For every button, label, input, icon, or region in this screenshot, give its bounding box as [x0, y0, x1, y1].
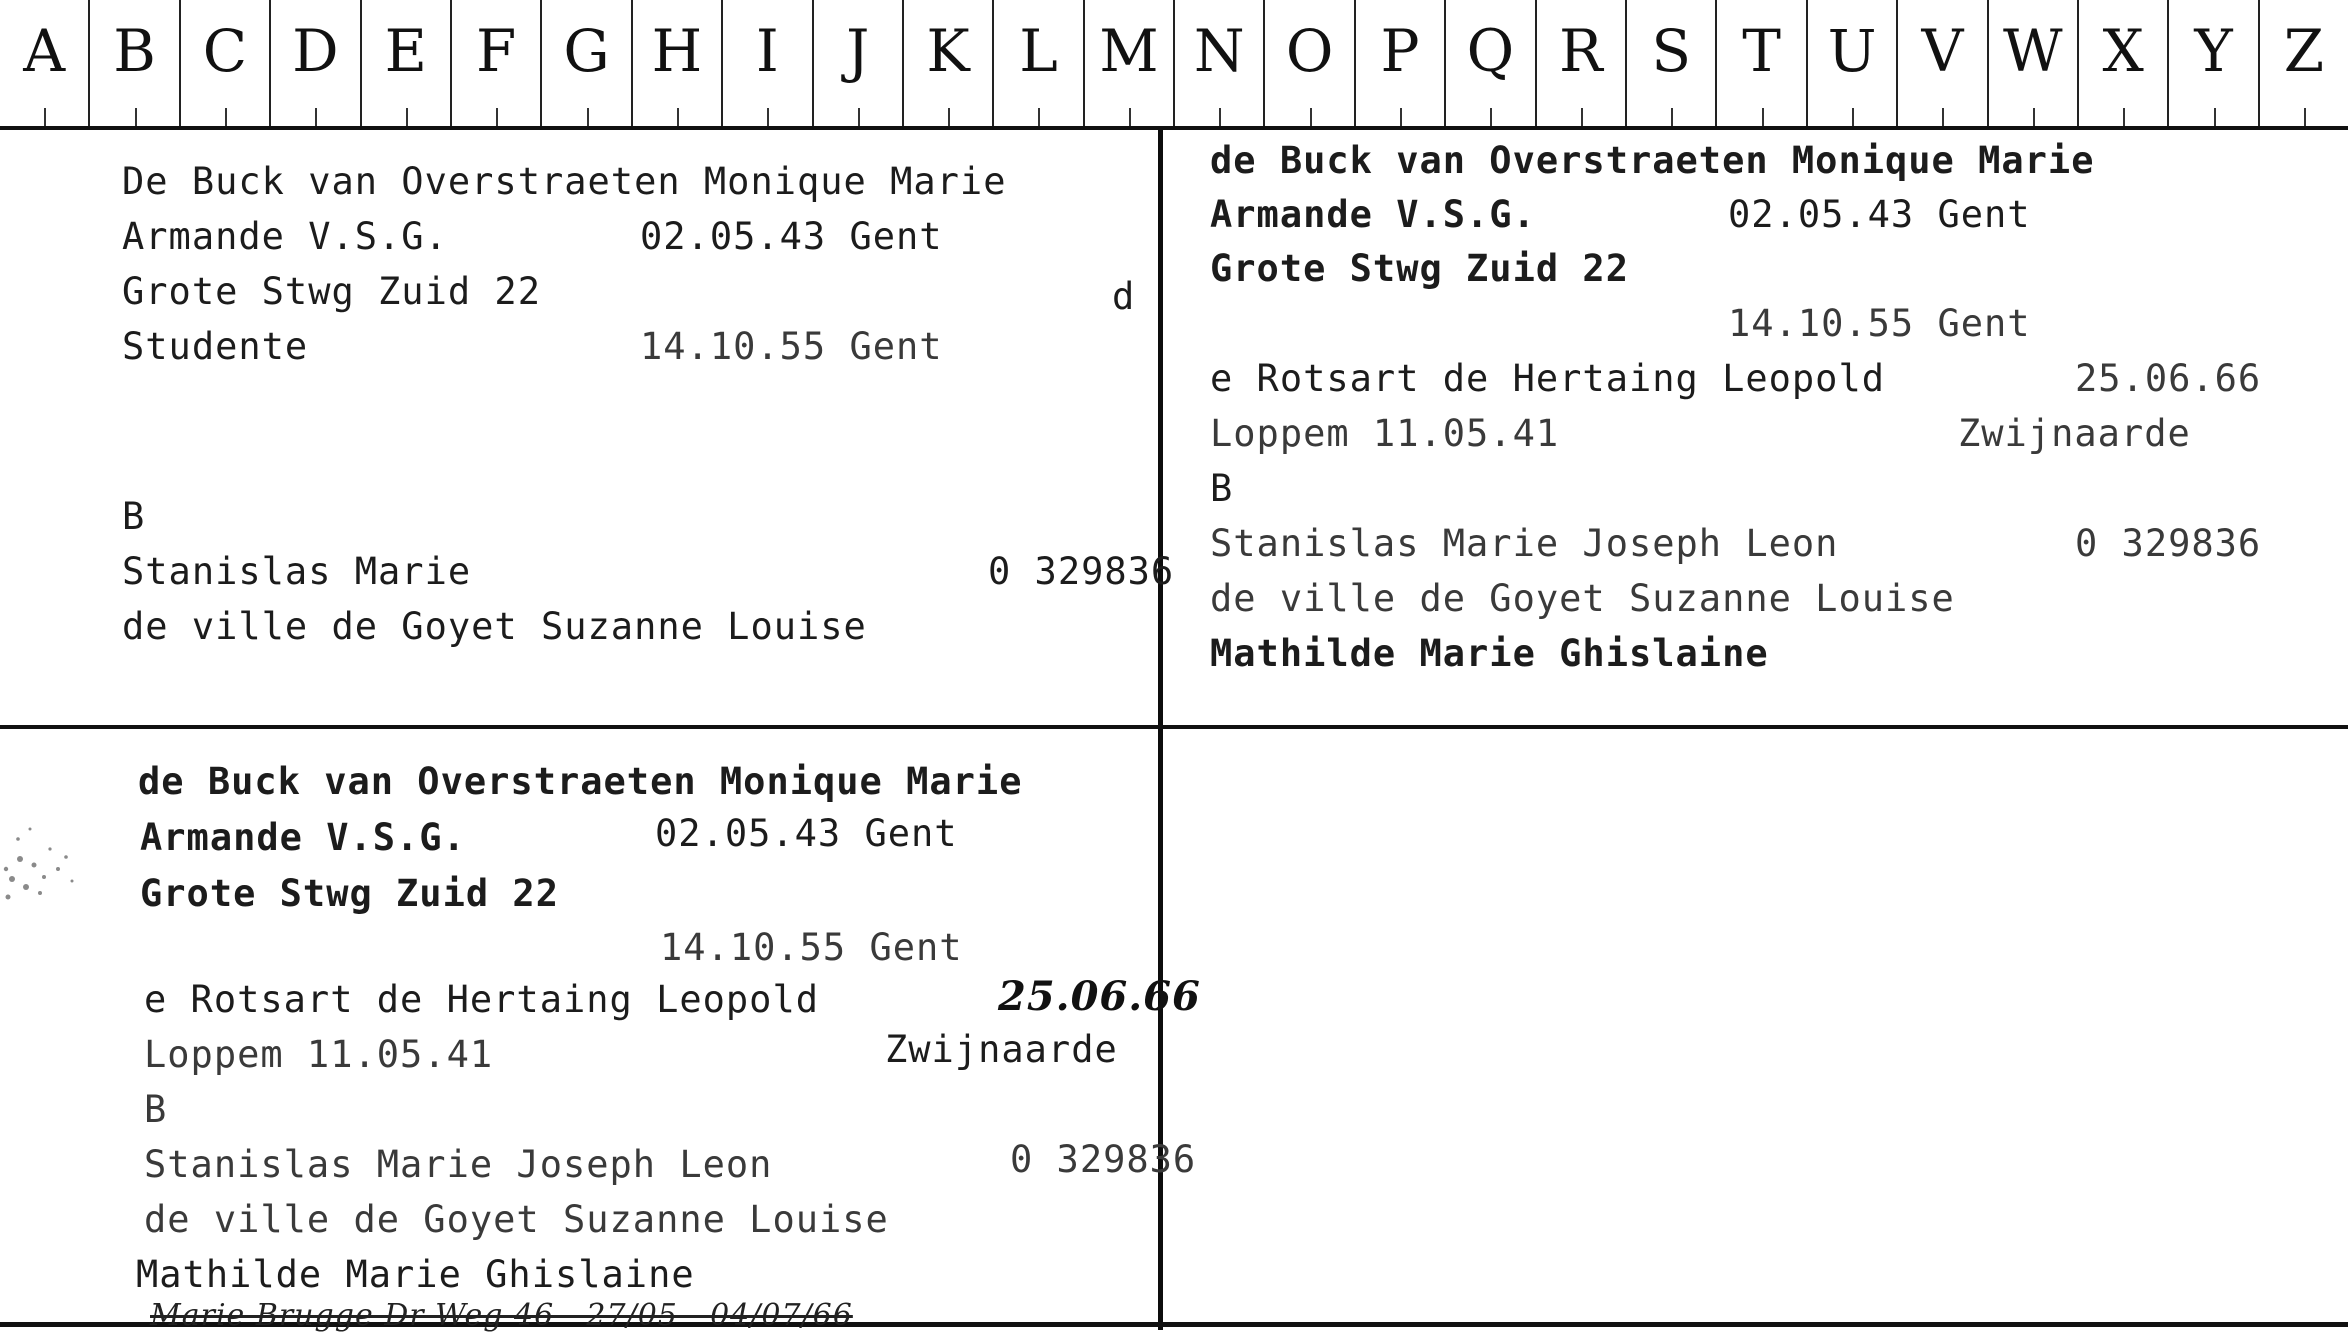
index-letter-z: Z [2260, 0, 2348, 126]
index-letter-i: I [723, 0, 813, 126]
index-tick [135, 108, 137, 126]
birth-info: 02.05.43 Gent [640, 215, 943, 258]
registration-date: 14.10.55 Gent [1728, 302, 2031, 345]
index-letter-w: W [1989, 0, 2079, 126]
section-letter: B [144, 1088, 168, 1131]
index-tick [1671, 108, 1673, 126]
mother-name: de ville de Goyet Suzanne Louise [1210, 577, 1955, 620]
index-tick [225, 108, 227, 126]
index-tick [587, 108, 589, 126]
stamp-smudge [0, 769, 110, 929]
mother-name: de ville de Goyet Suzanne Louise [144, 1198, 889, 1241]
index-letter-m: M [1085, 0, 1175, 126]
index-tick [1490, 108, 1492, 126]
father-name: Stanislas Marie Joseph Leon [144, 1143, 773, 1186]
occupation: Studente [122, 325, 309, 368]
given-names: Armande V.S.G. [1210, 193, 1536, 236]
card-top-right [1163, 130, 2348, 725]
index-tick [406, 108, 408, 126]
index-letter-g: G [542, 0, 632, 126]
record-number: 0 329836 [2075, 522, 2262, 565]
marriage-place: Zwijnaarde [885, 1028, 1118, 1071]
index-tick [1038, 108, 1040, 126]
index-letter-l: L [994, 0, 1084, 126]
record-number: 0 329836 [988, 550, 1175, 593]
index-letter-q: Q [1446, 0, 1536, 126]
index-letter-x: X [2079, 0, 2169, 126]
spouse-birth: Loppem 11.05.41 [1210, 412, 1560, 455]
name-line: de Buck van Overstraeten Monique Marie [1210, 139, 2095, 182]
marriage-date: 25.06.66 [2075, 357, 2262, 400]
index-tick [315, 108, 317, 126]
father-name: Stanislas Marie Joseph Leon [1210, 522, 1839, 565]
index-letter-d: D [271, 0, 361, 126]
index-letter-a: A [0, 0, 90, 126]
index-tick [1581, 108, 1583, 126]
index-letter-f: F [452, 0, 542, 126]
given-names: Armande V.S.G. [140, 816, 466, 859]
card-top-left [0, 130, 1175, 725]
index-letter-y: Y [2169, 0, 2259, 126]
index-tick [1762, 108, 1764, 126]
index-tick [1129, 108, 1131, 126]
index-letter-o: O [1265, 0, 1355, 126]
index-tick [2123, 108, 2125, 126]
alphabet-index [0, 0, 2348, 130]
index-tick [2304, 108, 2306, 126]
index-tick [44, 108, 46, 126]
birth-info: 02.05.43 Gent [1728, 193, 2031, 236]
index-letter-e: E [362, 0, 452, 126]
address: Grote Stwg Zuid 22 [122, 270, 541, 313]
index-tick [948, 108, 950, 126]
index-tick [1852, 108, 1854, 126]
father-name: Stanislas Marie [122, 550, 472, 593]
index-tick [1310, 108, 1312, 126]
spouse-name: e Rotsart de Hertaing Leopold [144, 978, 820, 1021]
index-tick [1942, 108, 1944, 126]
spouse-name: e Rotsart de Hertaing Leopold [1210, 357, 1886, 400]
index-tick [496, 108, 498, 126]
index-tick [858, 108, 860, 126]
index-letter-r: R [1537, 0, 1627, 126]
index-letter-b: B [90, 0, 180, 126]
marriage-place: Zwijnaarde [1958, 412, 2191, 455]
mother-name-continued: Mathilde Marie Ghislaine [136, 1253, 695, 1296]
registration-date: 14.10.55 Gent [640, 325, 943, 368]
index-tick [677, 108, 679, 126]
section-letter: B [1210, 467, 1234, 510]
name-line: De Buck van Overstraeten Monique Marie [122, 160, 1007, 203]
index-letter-k: K [904, 0, 994, 126]
index-letter-u: U [1808, 0, 1898, 126]
given-names: Armande V.S.G. [122, 215, 448, 258]
index-letter-t: T [1717, 0, 1807, 126]
index-letter-p: P [1356, 0, 1446, 126]
address: Grote Stwg Zuid 22 [140, 872, 559, 915]
index-letter-h: H [633, 0, 723, 126]
index-tick [767, 108, 769, 126]
name-line: de Buck van Overstraeten Monique Marie [138, 760, 1023, 803]
section-letter: B [122, 495, 146, 538]
record-number: 0 329836 [1010, 1138, 1197, 1181]
marker-letter: d [1112, 275, 1136, 318]
mother-name: de ville de Goyet Suzanne Louise [122, 605, 867, 648]
registration-date: 14.10.55 Gent [660, 926, 963, 969]
index-tick [1219, 108, 1221, 126]
index-letter-c: C [181, 0, 271, 126]
index-letter-v: V [1898, 0, 1988, 126]
address: Grote Stwg Zuid 22 [1210, 247, 1629, 290]
birth-info: 02.05.43 Gent [655, 812, 958, 855]
mother-name-continued: Mathilde Marie Ghislaine [1210, 632, 1769, 675]
index-tick [2033, 108, 2035, 126]
index-tick [1400, 108, 1402, 126]
struck-handwritten-note: Marie Brugge Dr Weg 46 - 27/05 - 04/07/66 [150, 1298, 853, 1333]
index-tick [2214, 108, 2216, 126]
marriage-date-handwritten: 25.06.66 [998, 973, 1201, 1020]
index-letter-j: J [814, 0, 904, 126]
spouse-birth: Loppem 11.05.41 [144, 1033, 494, 1076]
index-letter-n: N [1175, 0, 1265, 126]
card-bottom-left [0, 729, 1201, 1333]
index-letter-s: S [1627, 0, 1717, 126]
